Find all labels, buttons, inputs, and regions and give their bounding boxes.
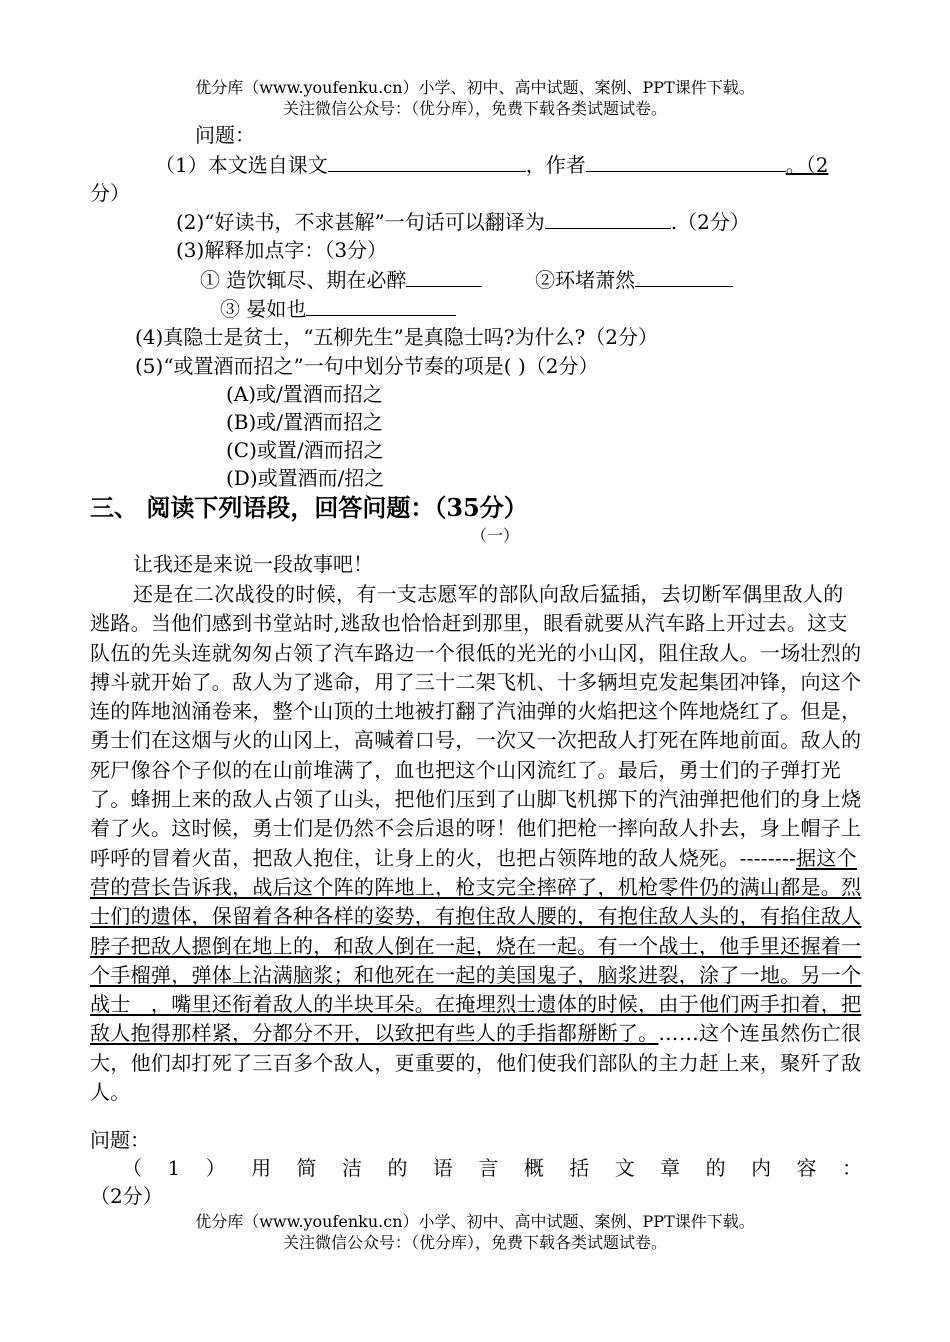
q1-text-b: ，作者	[525, 153, 586, 177]
q1-char: 洁	[342, 1156, 362, 1180]
section-3-subtitle: （一）	[470, 526, 519, 545]
question-3-items	[200, 266, 733, 293]
passage-tail-text: ……这个连虽然伤亡很大，他们却打死了三百多个敌人，更重要的，他们使我们部队的主力赶上来，聚歼了敌人。	[90, 1021, 862, 1105]
q1-char: 文	[614, 1156, 635, 1180]
q1-char: 内	[751, 1156, 772, 1180]
header-line-2: 关注微信公众号：（优分库），免费下载各类试题试卷。	[282, 99, 667, 118]
passage-plain-text: 还是在二次战役的时候，有一支志愿军的部队向敌后猛插，去切断军偶里敌人的逃路。当他们感到书堂站时,逃敌也恰恰赶到那里，眼看就要从汽车路上开过去。这支队伍的先头连就匆匆占领了汽车路边一个很低的光光的小山冈，阻住敌人。一场壮烈的搏斗就开始了。敌人为了逃命，用了三十二架飞机、十多辆坦克发起集团冲锋，向这个连的阵地汹涌卷来，整个山顶的土地被打翻了汽油弹的火焰把这个阵地烧红了。但是，勇士们在这烟与火的山冈上，高喊着口号，一次又一次把敌人打死在阵地前面。敌人的死尸像谷个子似的在山前堆满了，血也把这个山冈流红了。最后，勇士们的子弹打光了。蜂拥上来的敌人占领了山头，把他们压到了山脚飞机掷下的汽油弹把他们的身上烧着了火。这时候，勇士们是仍然不会后退的呀！他们把枪一摔向敌人扑去，身上帽子上呼呼的冒着火苗，把敌人抱住，让身上的火，也把占领阵地的敌人烧死。--------	[90, 582, 862, 870]
option-a: (A)或/置酒而招之	[226, 382, 383, 406]
question-4: (4)真隐士是贫士，“五柳先生”是真隐士吗?为什么?（2分）	[135, 325, 658, 349]
question-1	[155, 151, 828, 178]
part3-question-1-score: （2分）	[90, 1184, 163, 1208]
part3-questions-label: 问题：	[90, 1128, 150, 1152]
q1-blank-author	[586, 151, 786, 172]
passage-para-2	[90, 580, 862, 1107]
q3-item-1: ① 造饮辄尽、期在必醉	[200, 268, 407, 292]
q1-char: 简	[296, 1156, 317, 1180]
q1-char: 容	[796, 1156, 817, 1180]
option-d: (D)或置酒而/招之	[226, 466, 385, 490]
question-2	[176, 208, 750, 235]
q3-blank-1	[406, 266, 482, 287]
q1-text-a: （1）本文选自课文	[155, 153, 328, 177]
q2-text-b: .（2分）	[670, 210, 750, 234]
part3-question-1	[122, 1155, 862, 1181]
section-3-title: 三、 阅读下列语段，回答问题：（35分）	[90, 493, 528, 522]
q2-blank	[545, 208, 671, 229]
q3-blank-2	[635, 266, 733, 287]
q1-char: 用	[251, 1156, 272, 1180]
q1-char: 语	[432, 1156, 453, 1180]
footer-line-1: 优分库（www.youfenku.cn）小学、初中、高中试题、案例、PPT课件下载。	[195, 1212, 755, 1231]
q1-char: 章	[660, 1156, 681, 1180]
q1-char: （	[122, 1156, 142, 1180]
passage-underlined-text: 据这个营的营长告诉我，战后这个阵的阵地上，枪支完全摔碎了，机枪零件仍的满山都是。烈士们的遗体，保留着各种各样的姿势，有抱住敌人腰的，有抱住敌人头的，有掐住敌人脖子把敌人摁倒在地上的，和敌人倒在一起，烧在一起。有一个战士，他手里还握着一个手榴弹，弹体上沾满脑浆；和他死在一起的美国鬼子，脑浆进裂，涂了一地。另一个战士 ，嘴里还衔着敌人的半块耳朵。在掩埋烈士遗体的时候，由于他们两手扣着，把敌人抱得那样紧，分都分不开，以致把有些人的手指都掰断了。	[90, 845, 862, 1046]
passage-para-1: 让我还是来说一段故事吧！	[133, 552, 373, 576]
q1-char: 的	[705, 1156, 726, 1180]
q3-item-3: ③ 晏如也	[220, 297, 307, 321]
question-3-item-3	[220, 295, 456, 322]
footer-line-2: 关注微信公众号：（优分库），免费下载各类试题试卷。	[282, 1233, 667, 1252]
q1-char: 概	[523, 1156, 544, 1180]
q1-char: 言	[478, 1156, 499, 1180]
q1-char: ）	[205, 1156, 226, 1180]
option-b: (B)或/置酒而招之	[226, 410, 384, 434]
questions-label: 问题：	[195, 123, 255, 147]
q1-char: 的	[387, 1156, 408, 1180]
option-c: (C)或置/酒而招之	[226, 438, 384, 462]
q3-item-2: ②环堵萧然	[535, 268, 636, 292]
header-line-1: 优分库（www.youfenku.cn）小学、初中、高中试题、案例、PPT课件下载。	[195, 78, 755, 97]
question-3: (3)解释加点字：（3分）	[176, 238, 388, 262]
q1-blank-lesson	[328, 151, 526, 172]
q1-char: 括	[569, 1156, 590, 1180]
q1-char: 1	[167, 1156, 181, 1180]
question-5: (5)“或置酒而招之”一句中划分节奏的项是( )（2分）	[135, 354, 599, 378]
q1-text-c: 。（2	[785, 153, 829, 177]
q3-blank-3	[306, 295, 456, 316]
q2-text-a: (2)“好读书，不求甚解”一句话可以翻译为	[176, 210, 545, 234]
question-1-score: 分）	[90, 181, 130, 205]
q1-char: ：	[841, 1156, 862, 1180]
